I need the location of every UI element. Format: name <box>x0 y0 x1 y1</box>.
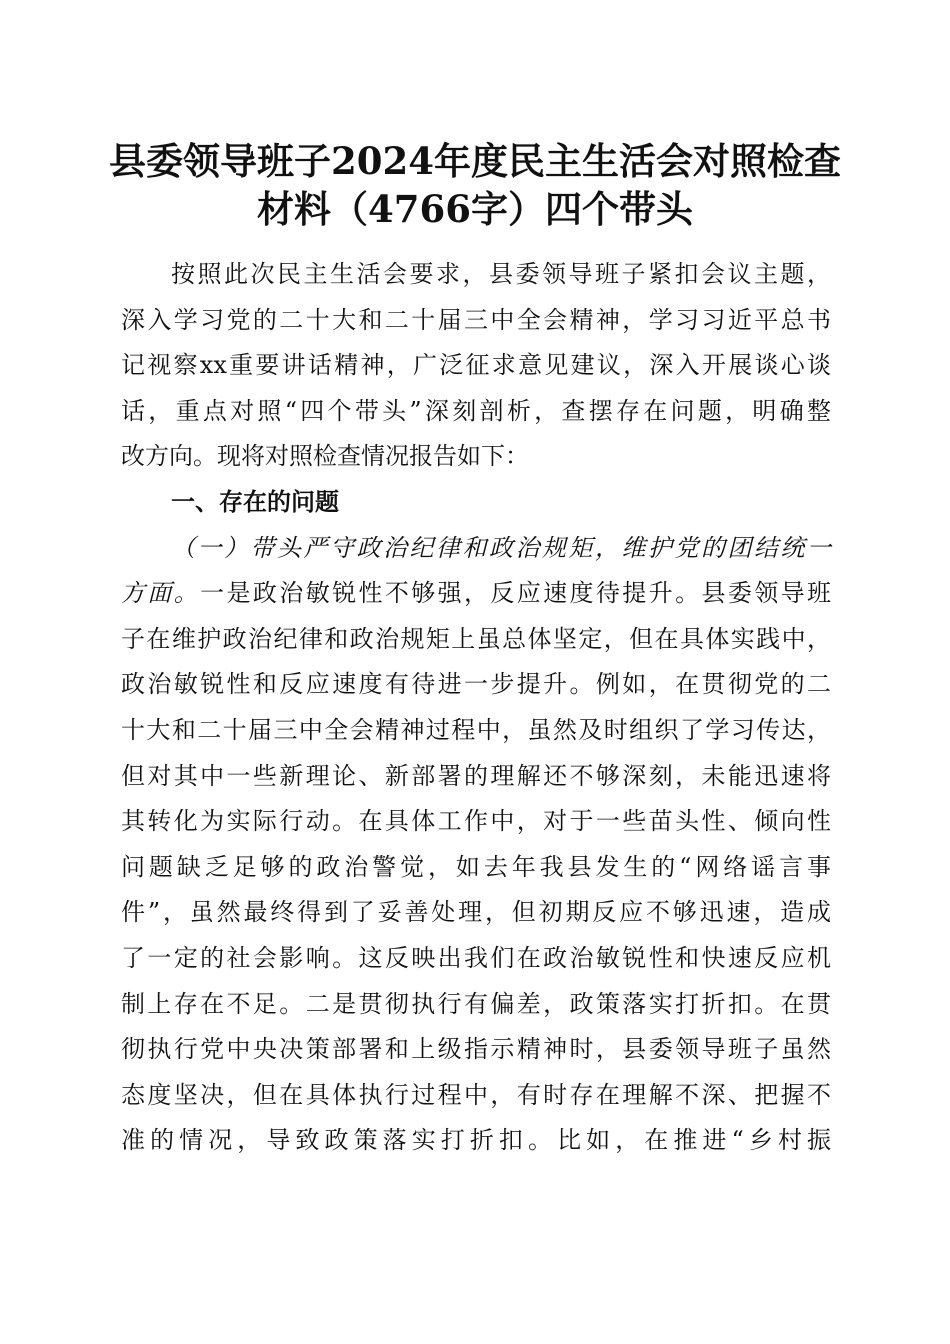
body-line: 态度坚决，但在具体执行过程中，有时存在理解不深、把握不 <box>121 1080 831 1109</box>
body-line: 制上存在不足。二是贯彻执行有偏差，政策落实打折扣。在贯 <box>121 989 831 1018</box>
subsection-title-tail: 方面。 <box>121 579 201 608</box>
body-line: 其转化为实际行动。在具体工作中，对于一些苗头性、倾向性 <box>121 807 831 836</box>
body-line: 子在维护政治纪律和政治规矩上虽总体坚定，但在具体实践中， <box>121 624 831 653</box>
section-heading: 一、存在的问题 <box>171 487 339 516</box>
intro-line: 话，重点对照“四个带头”深刻剖析，查摆存在问题，明确整 <box>121 396 831 425</box>
body-line: 了一定的社会影响。这反映出我们在政治敏锐性和快速反应机 <box>121 943 831 972</box>
subsection-title: （一）带头严守政治纪律和政治规矩，维护党的团结统一 <box>171 533 831 562</box>
document-title-line-2: 材料（4766字）四个带头 <box>257 187 693 231</box>
body-line: 彻执行党中央决策部署和上级指示精神时，县委领导班子虽然 <box>121 1035 831 1064</box>
document-title-line-1: 县委领导班子2024年度民主生活会对照检查 <box>109 139 841 183</box>
body-line-text: 一是政治敏锐性不够强，反应速度待提升。县委领导班 <box>200 579 832 608</box>
body-line: 但对其中一些新理论、新部署的理解还不够深刻，未能迅速将 <box>121 761 831 790</box>
intro-line: 记视察xx重要讲话精神，广泛征求意见建议，深入开展谈心谈 <box>121 351 831 380</box>
intro-line: 改方向。现将对照检查情况报告如下： <box>121 442 529 471</box>
body-line: 十大和二十届三中全会精神过程中，虽然及时组织了学习传达， <box>121 715 831 744</box>
body-line: 问题缺乏足够的政治警觉，如去年我县发生的“网络谣言事 <box>121 852 831 881</box>
document-body <box>121 252 831 1164</box>
body-line: 政治敏锐性和反应速度有待进一步提升。例如，在贯彻党的二 <box>121 670 831 699</box>
body-line <box>121 571 831 617</box>
intro-line: 深入学习党的二十大和二十届三中全会精神，学习习近平总书 <box>121 305 831 334</box>
intro-line: 按照此次民主生活会要求，县委领导班子紧扣会议主题， <box>171 260 831 288</box>
body-line: 件”，虽然最终得到了妥善处理，但初期反应不够迅速，造成 <box>121 898 831 927</box>
body-line: 准的情况，导致政策落实打折扣。比如，在推进“乡村振 <box>121 1126 831 1155</box>
